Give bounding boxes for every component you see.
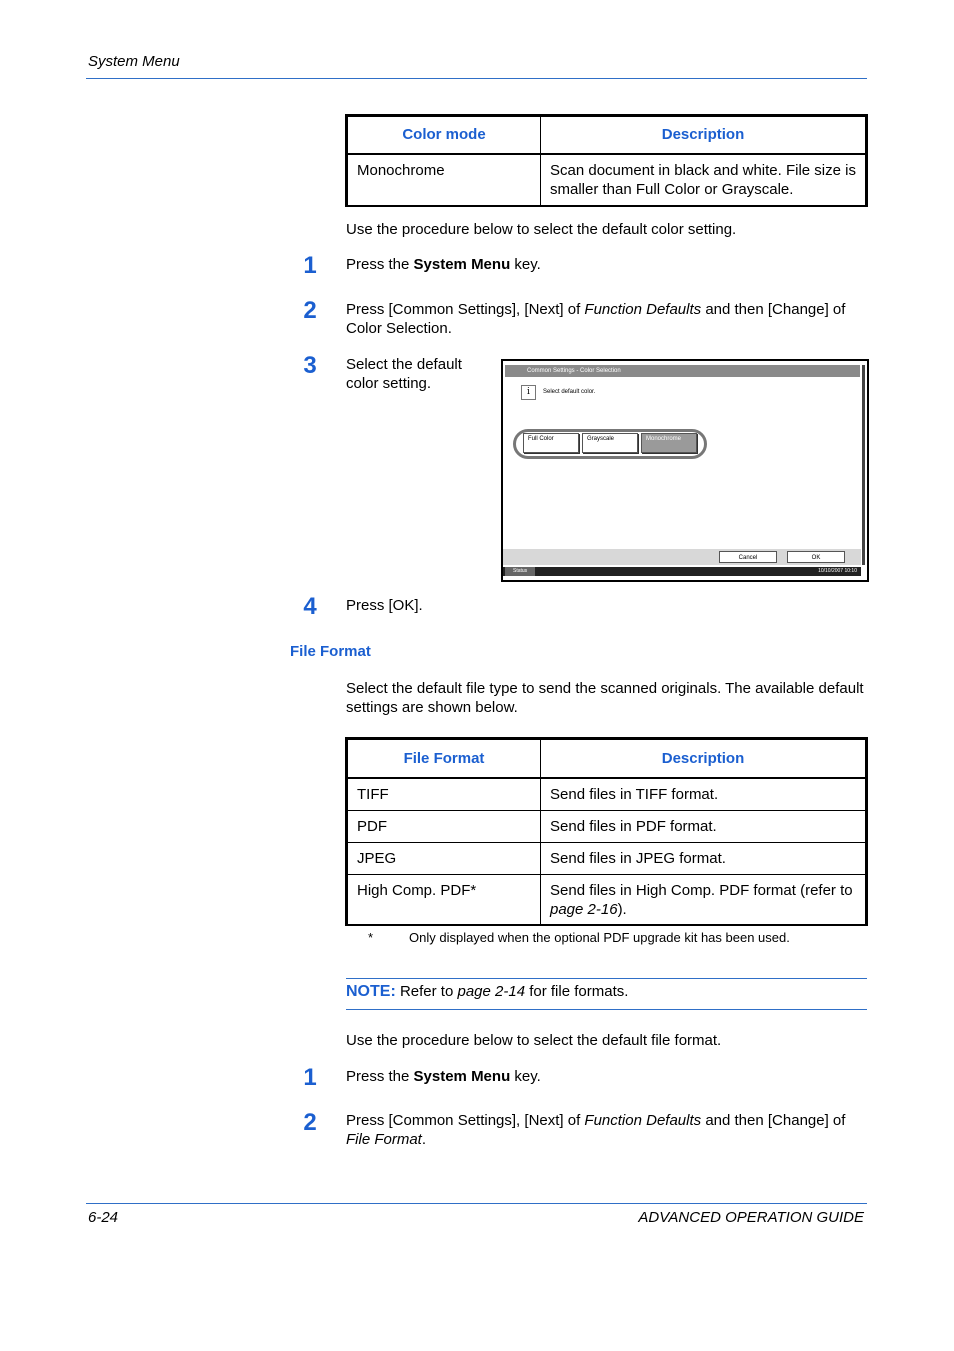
- screen-title: Common Settings - Color Selection: [505, 365, 860, 377]
- table-header-color-mode: Color mode: [348, 117, 541, 154]
- status-bar: [503, 567, 861, 576]
- table-header-description: Description: [541, 117, 866, 154]
- grayscale-button[interactable]: Grayscale: [582, 433, 638, 453]
- intro-format: Use the procedure below to select the default file format.: [346, 1032, 722, 1049]
- monochrome-button[interactable]: Monochrome: [641, 433, 697, 453]
- page-number: 6-24: [88, 1209, 119, 1226]
- table-cell-description: Send files in High Comp. PDF format (refer to page 2-16).: [541, 874, 866, 925]
- full-color-button[interactable]: Full Color: [523, 433, 579, 453]
- step-number: 3: [303, 352, 317, 379]
- step-text: Press the System Menu key.: [346, 256, 541, 273]
- table-header-file-format: File Format: [348, 740, 541, 778]
- section-title: File Format: [290, 643, 371, 660]
- table-cell-mode: Monochrome: [348, 154, 541, 206]
- table-cell-format: JPEG: [348, 842, 541, 874]
- footer-rule: [86, 1203, 867, 1204]
- header-rule: [86, 78, 867, 79]
- step-text: Select the default color setting.: [346, 356, 462, 392]
- color-mode-table: [345, 114, 868, 207]
- status-button[interactable]: Status: [505, 567, 535, 576]
- table-cell-format: TIFF: [348, 778, 541, 811]
- step-number: 2: [303, 297, 317, 324]
- table-row: [348, 874, 866, 925]
- step-text: Press the System Menu key.: [346, 1068, 541, 1085]
- table-cell-format: PDF: [348, 810, 541, 842]
- file-format-table: [345, 737, 868, 926]
- step-number: 1: [303, 1064, 317, 1091]
- screen-scrollbar: [862, 365, 865, 565]
- table-cell-description: Scan document in black and white. File size is smaller than Full Color or Grayscale.: [541, 154, 866, 206]
- section-intro: Select the default file type to send the scanned originals. The available default settings are shown below.: [346, 680, 864, 716]
- table-header-description: Description: [541, 740, 866, 778]
- footnote-mark: *: [368, 930, 374, 945]
- table-row: [348, 778, 866, 811]
- table-row: [348, 842, 866, 874]
- ok-button[interactable]: OK: [787, 551, 845, 563]
- step-text: Press [OK].: [346, 597, 423, 614]
- status-datetime: 10/10/2007 10:10: [818, 568, 857, 574]
- intro-color: Use the procedure below to select the default color setting.: [346, 221, 737, 238]
- color-selection-screen: [501, 359, 869, 582]
- screen-message: Select default color.: [543, 389, 596, 395]
- table-cell-format: High Comp. PDF*: [348, 874, 541, 925]
- footnote-text: Only displayed when the optional PDF upgrade kit has been used.: [409, 930, 790, 945]
- table-row: [348, 810, 866, 842]
- step-number: 2: [303, 1109, 317, 1136]
- running-header: System Menu: [88, 53, 180, 70]
- cancel-button[interactable]: Cancel: [719, 551, 777, 563]
- info-icon: i: [521, 385, 536, 400]
- note-text: NOTE: Refer to page 2-14 for file formats.: [346, 983, 629, 1000]
- guide-title: ADVANCED OPERATION GUIDE: [638, 1209, 864, 1226]
- table-cell-description: Send files in TIFF format.: [541, 778, 866, 811]
- step-number: 4: [303, 593, 317, 620]
- step-text: Press [Common Settings], [Next] of Function Defaults and then [Change] of File Format.: [346, 1112, 846, 1148]
- step-text: Press [Common Settings], [Next] of Function Defaults and then [Change] of Color Selection.: [346, 301, 846, 337]
- table-cell-description: Send files in JPEG format.: [541, 842, 866, 874]
- step-number: 1: [303, 252, 317, 279]
- table-cell-description: Send files in PDF format.: [541, 810, 866, 842]
